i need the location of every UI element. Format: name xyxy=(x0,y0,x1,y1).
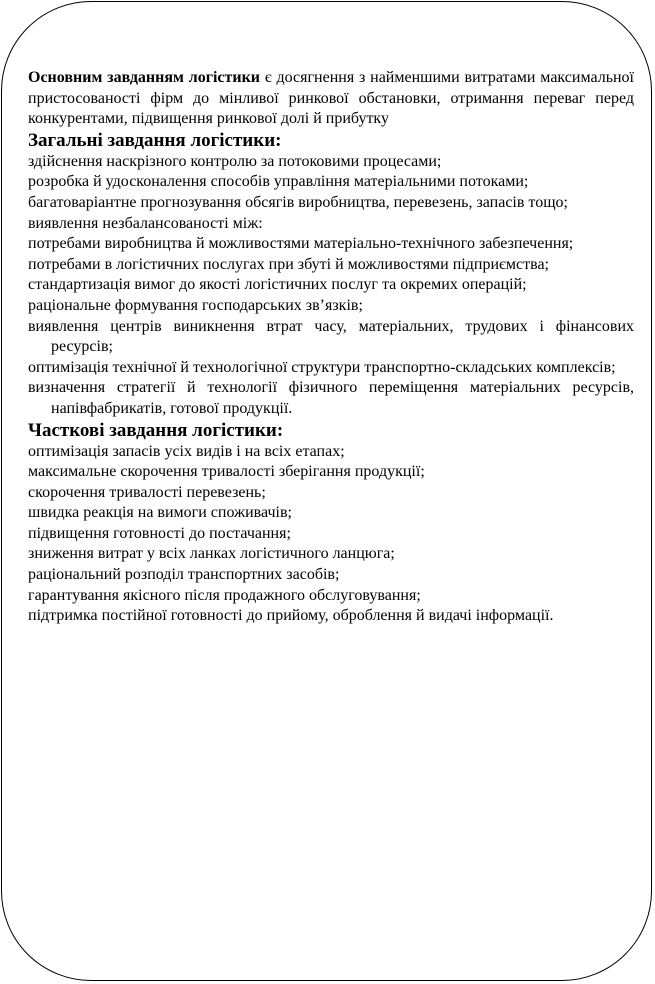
document-content xyxy=(28,68,634,627)
list-item: підтримка постійної готовності до прийому, оброблення й видачі інформації. xyxy=(28,607,554,625)
list-item: оптимізація технічної й технологічної структури транспортно-складських комплексів; xyxy=(28,358,616,376)
list-item: підвищення готовності до постачання; xyxy=(28,524,291,542)
general-tasks-list xyxy=(28,152,634,420)
general-tasks-heading: Загальні завдання логістики: xyxy=(28,129,282,151)
list-item: розробка й удосконалення способів управління матеріальними потоками; xyxy=(28,173,529,191)
intro-paragraph xyxy=(28,68,634,130)
list-item: раціональний розподіл транспортних засобів; xyxy=(28,566,340,584)
list-item: виявлення центрів виникнення втрат часу, матеріальних, трудових і фінансових ресурсів; xyxy=(28,317,634,356)
list-item: максимальне скорочення тривалості зберігання продукції; xyxy=(28,463,425,481)
list-item: раціональне формування господарських зв’язків; xyxy=(28,296,363,314)
list-item: здійснення наскрізного контролю за потоковими процесами; xyxy=(28,152,442,170)
list-item: оптимізація запасів усіх видів і на всіх етапах; xyxy=(28,442,345,460)
intro-lead: Основним завданням логістики xyxy=(28,69,261,86)
list-item: гарантування якісного після продажного обслуговування; xyxy=(28,586,421,604)
list-item: стандартизація вимог до якості логістичних послуг та окремих операцій; xyxy=(28,276,527,294)
partial-tasks-list xyxy=(28,442,634,627)
list-item: багатоваріантне прогнозування обсягів виробництва, перевезень, запасів тощо; xyxy=(28,193,568,211)
partial-tasks-heading: Часткові завдання логістики: xyxy=(28,419,284,441)
list-item: потребами в логістичних послугах при збуті й можливостями підприємства; xyxy=(28,255,549,273)
intro-text: є досягнення з найменшими витратами максимальної пристосованості фірм до мінливої ринкової обстановки, отримання переваг перед конкурентами, підвищення ринкової долі й прибутку xyxy=(28,69,634,128)
list-item: скорочення тривалості перевезень; xyxy=(28,483,266,501)
list-item: виявлення незбалансованості між: xyxy=(28,214,263,232)
list-item: швидка реакція на вимоги споживачів; xyxy=(28,504,292,522)
list-item: зниження витрат у всіх ланках логістичного ланцюга; xyxy=(28,545,395,563)
list-item: визначення стратегії й технології фізичного переміщення матеріальних ресурсів, напівфабрикатів, готової продукції. xyxy=(28,379,634,417)
list-item: потребами виробництва й можливостями матеріально-технічного забезпечення; xyxy=(28,235,574,253)
